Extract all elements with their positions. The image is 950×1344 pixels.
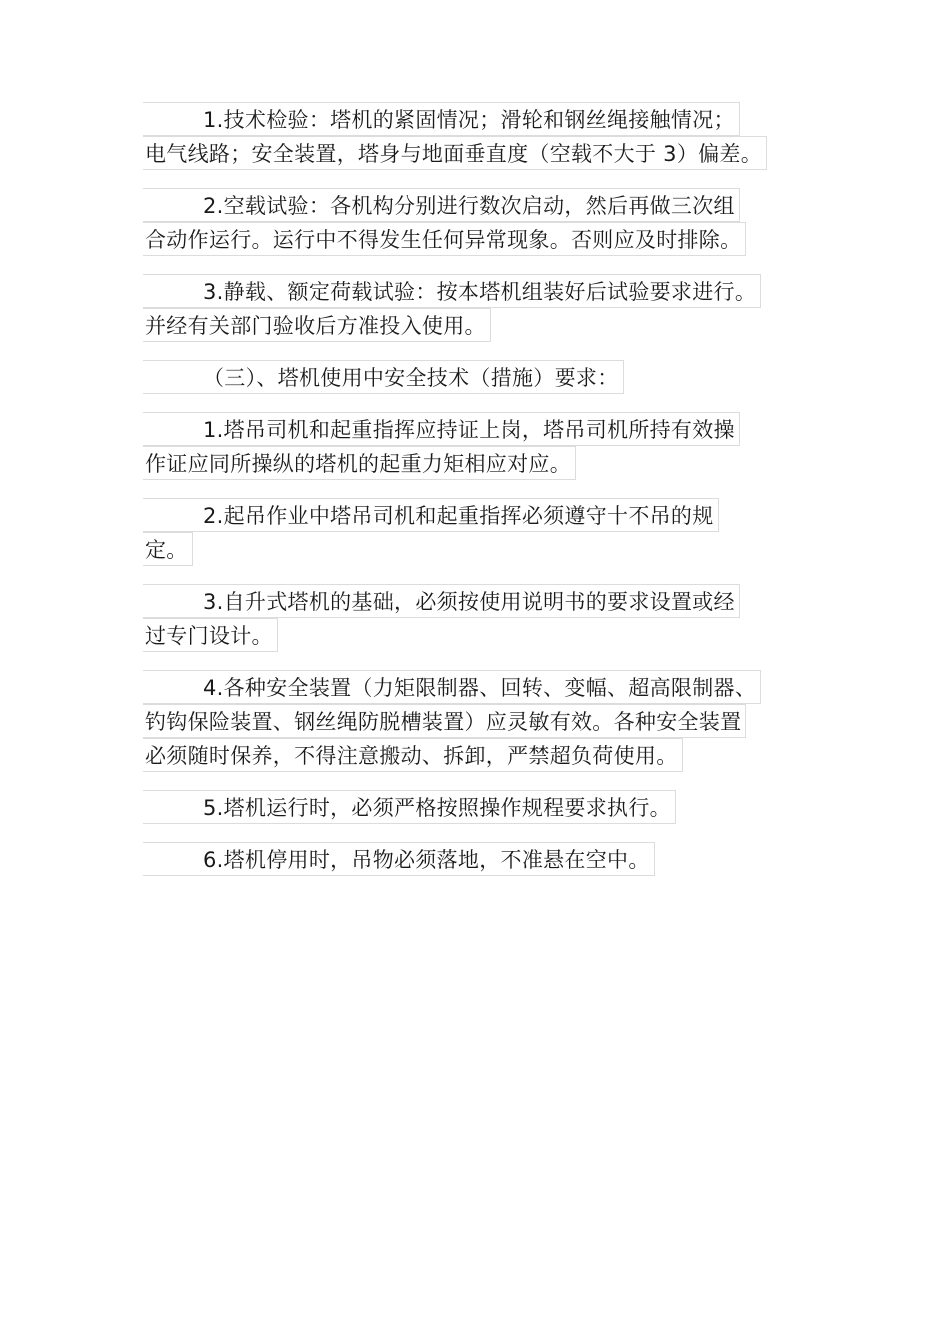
paragraph-5 — [143, 412, 823, 480]
text-line: 1.塔吊司机和起重指挥应持证上岗，塔吊司机所持有效操 — [143, 412, 740, 446]
heading-line: （三）、塔机使用中安全技术（措施）要求： — [143, 360, 624, 394]
paragraph-10 — [143, 842, 823, 876]
paragraph-6 — [143, 498, 823, 566]
text-line: 过专门设计。 — [143, 618, 278, 652]
text-line: 定。 — [143, 532, 193, 566]
paragraph-1 — [143, 102, 823, 170]
text-line: 5.塔机运行时，必须严格按照操作规程要求执行。 — [143, 790, 676, 824]
text-line: 2.空载试验：各机构分别进行数次启动，然后再做三次组 — [143, 188, 740, 222]
text-line: 电气线路；安全装置，塔身与地面垂直度（空载不大于 3）偏差。 — [143, 136, 767, 170]
text-line: 合动作运行。运行中不得发生任何异常现象。否则应及时排除。 — [143, 222, 746, 256]
section-heading — [143, 360, 823, 394]
text-line: 并经有关部门验收后方准投入使用。 — [143, 308, 491, 342]
paragraph-2 — [143, 188, 823, 256]
text-line: 3.自升式塔机的基础，必须按使用说明书的要求设置或经 — [143, 584, 740, 618]
paragraph-7 — [143, 584, 823, 652]
text-line: 1.技术检验：塔机的紧固情况；滑轮和钢丝绳接触情况； — [143, 102, 740, 136]
text-line: 作证应同所操纵的塔机的起重力矩相应对应。 — [143, 446, 576, 480]
text-line: 必须随时保养，不得注意搬动、拆卸，严禁超负荷使用。 — [143, 738, 683, 772]
text-line: 2.起吊作业中塔吊司机和起重指挥必须遵守十不吊的规 — [143, 498, 719, 532]
text-line: 3.静载、额定荷载试验：按本塔机组装好后试验要求进行。 — [143, 274, 761, 308]
text-line: 6.塔机停用时，吊物必须落地，不准悬在空中。 — [143, 842, 655, 876]
text-line: 钓钩保险装置、钢丝绳防脱槽装置）应灵敏有效。各种安全装置 — [143, 704, 746, 738]
document-body — [143, 102, 823, 894]
paragraph-3 — [143, 274, 823, 342]
paragraph-8 — [143, 670, 823, 772]
paragraph-9 — [143, 790, 823, 824]
text-line: 4.各种安全装置（力矩限制器、回转、变幅、超高限制器、 — [143, 670, 761, 704]
